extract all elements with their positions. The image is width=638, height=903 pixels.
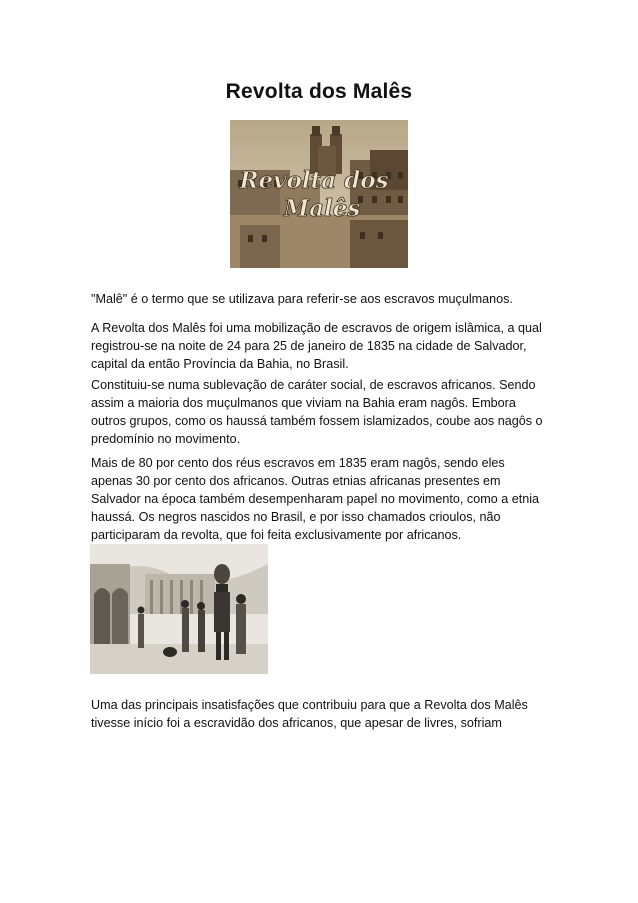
paragraph-2: A Revolta dos Malês foi uma mobilização de escravos de origem islâmica, a qual registrou-se na noite de 24 para 25 de janeiro de 1835 na cidade de Salvador, capital da então Província da Bahia, no Brasil. (91, 321, 542, 371)
cover-image (230, 120, 408, 268)
historical-engraving-image (90, 544, 268, 674)
cover-title-line2: Malês (283, 195, 361, 222)
paragraph-5: Uma das principais insatisfações que contribuiu para que a Revolta dos Malês tivesse início foi a escravidão dos africanos, que apesar de livres, sofriam (91, 698, 528, 730)
document-title: Revolta dos Malês (225, 80, 413, 103)
cover-title-line1: Revolta dos (239, 167, 389, 194)
paragraph-1: "Malê" é o termo que se utilizava para referir-se aos escravos muçulmanos. (91, 292, 513, 306)
paragraph-4: Mais de 80 por cento dos réus escravos em 1835 eram nagôs, sendo eles apenas 30 por cento dos africanos. Outras etnias africanas presentes em Salvador na época também desempenharam papel no movimento, como a etnia haussá. Os negros nascidos no Brasil, e por isso chamados crioulos, não participaram da revolta, que foi feita exclusivamente por africanos. (91, 456, 540, 542)
paragraph-3: Constituiu-se numa sublevação de caráter social, de escravos africanos. Sendo assim a maioria dos muçulmanos que viviam na Bahia eram nagôs. Embora outros grupos, como os haussá também fossem islamizados, coube aos nagôs o predomínio no movimento. (91, 378, 543, 446)
